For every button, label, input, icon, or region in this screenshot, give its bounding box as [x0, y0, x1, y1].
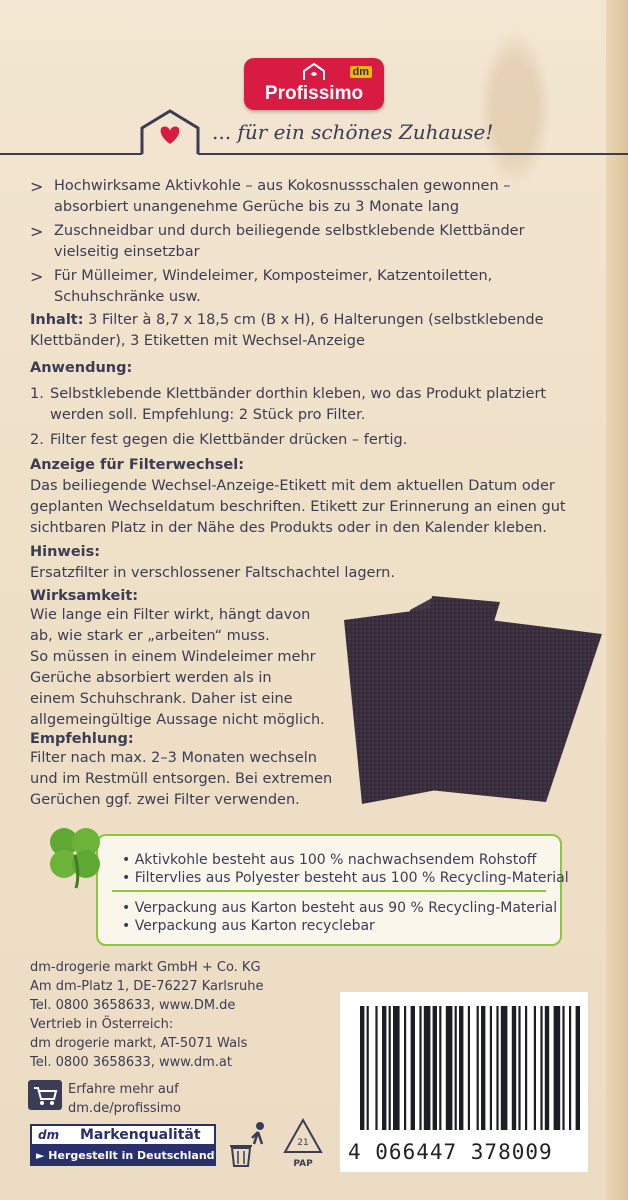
recommendation-heading: Empfehlung:: [30, 731, 134, 747]
contents-line: Inhalt: 3 Filter à 8,7 x 18,5 cm (B x H), 6 Halterungen (selbstklebende Klettbänder), 3 Etiketten mit Wechsel-Anzeige: [30, 312, 544, 349]
barcode-bar: [455, 1006, 457, 1130]
barcode-bar: [424, 1006, 431, 1130]
note-text: Ersatzfilter in verschlossener Faltschachtel lagern.: [30, 565, 395, 581]
recycling-symbol-icon: [280, 1116, 326, 1172]
barcode-bar: [518, 1006, 520, 1130]
austria-address: Vertrieb in Österreich: dm drogerie markt, AT-5071 Wals Tel. 0800 3658633, www.dm.at: [30, 1017, 248, 1070]
header-divider: [0, 152, 628, 156]
barcode-bar: [419, 1006, 421, 1130]
chevron-right-icon: >: [30, 267, 44, 286]
markenqualitaet-badge: [30, 1124, 216, 1168]
feature-item: > Zuschneidbar und durch beiliegende selbstklebende Klettbänder vielseitig einsetzbar: [30, 222, 525, 260]
note-heading: Hinweis:: [30, 544, 101, 560]
recommendation-text: Filter nach max. 2–3 Monaten wechseln und im Restmüll entsorgen. Bei extremen Gerüchen ggf. zwei Filter verwenden.: [30, 750, 333, 808]
barcode-bar: [569, 1006, 571, 1130]
barcode-bar: [562, 1006, 564, 1130]
effectiveness-heading: Wirksamkeit:: [30, 588, 139, 604]
barcode-bar: [433, 1006, 437, 1130]
recycle-material: PAP: [293, 1159, 313, 1169]
eco-item: • Filtervlies aus Polyester besteht aus 100 % Recycling-Material: [122, 870, 569, 886]
profissimo-logo: [244, 58, 384, 110]
barcode-bar: [404, 1006, 406, 1130]
barcode-bar: [446, 1006, 453, 1130]
barcode-bar: [382, 1006, 386, 1130]
barcode-bar: [576, 1006, 580, 1130]
usage-heading: Anwendung:: [30, 360, 133, 376]
dm-logo: dm: [38, 1128, 60, 1142]
barcode-bar: [496, 1006, 498, 1130]
made-in-germany-label: ► Hergestellt in Deutschland: [30, 1146, 216, 1166]
carbon-filter-pads-image: [340, 590, 606, 805]
barcode-bar: [540, 1006, 542, 1130]
chevron-right-icon: >: [30, 177, 44, 196]
usage-step: 2. Filter fest gegen die Klettbänder drücken – fertig.: [30, 432, 408, 448]
barcode-bar: [477, 1006, 479, 1130]
barcode-bar: [554, 1006, 561, 1130]
wood-background-edge: [606, 0, 628, 1200]
trash-bin-icon: [228, 1120, 270, 1168]
barcode-bar: [375, 1006, 377, 1130]
barcode-bar: [411, 1006, 415, 1130]
barcode-number: 4 066447 378009: [348, 1140, 553, 1164]
clover-icon: [40, 820, 110, 890]
barcode-bar: [545, 1006, 549, 1130]
shopping-cart-icon: [28, 1080, 62, 1110]
eco-item: • Verpackung aus Karton recyclebar: [122, 918, 375, 934]
barcode-bar: [501, 1006, 508, 1130]
barcode-bar: [360, 1006, 364, 1130]
barcode-bar: [534, 1006, 536, 1130]
logo-text: Profissimo: [264, 83, 364, 104]
heart-house-icon: [134, 108, 206, 160]
effectiveness-text: Wie lange ein Filter wirkt, hängt davon ab, wie stark er „arbeiten“ muss. So müssen in einem Windeleimer mehr Gerüche absorbiert werden als in einem Schuhschrank. Daher ist eine allgemeingültige Aussage nicht möglich.: [30, 607, 325, 728]
chevron-right-icon: >: [30, 222, 44, 241]
indicator-text: Das beiliegende Wechsel-Anzeige-Etikett mit dem aktuellen Datum oder geplanten Wechseldatum beschriften. Etikett zur Erinnerung an einen gut sichtbaren Platz in der Nähe des Produkts oder in den Kalender kleben.: [30, 478, 566, 536]
eco-item: • Aktivkohle besteht aus 100 % nachwachsendem Rohstoff: [122, 852, 537, 868]
barcode-bars: [340, 992, 588, 1134]
logo-dm-badge: dm: [350, 66, 373, 78]
barcode-bar: [367, 1006, 369, 1130]
barcode-bar: [459, 1006, 463, 1130]
barcode-bar: [393, 1006, 400, 1130]
eco-divider: [112, 890, 546, 892]
barcode-bar: [525, 1006, 527, 1130]
barcode-bar: [490, 1006, 492, 1130]
more-info-text: Erfahre mehr auf dm.de/profissimo: [68, 1082, 181, 1116]
company-address: dm-drogerie markt GmbH + Co. KG Am dm-Platz 1, DE-76227 Karlsruhe Tel. 0800 3658633, www.DM.de: [30, 960, 264, 1013]
feature-item: > Hochwirksame Aktivkohle – aus Kokosnussschalen gewonnen – absorbiert unangenehme Gerüche bis zu 3 Monate lang: [30, 177, 511, 215]
logo-house-icon: [302, 62, 338, 82]
sustainability-box: [96, 834, 569, 946]
indicator-heading: Anzeige für Filterwechsel:: [30, 457, 245, 473]
barcode-bar: [439, 1006, 441, 1130]
quality-label: Markenqualität: [80, 1127, 201, 1143]
barcode-bar: [389, 1006, 391, 1130]
eco-item: • Verpackung aus Karton besteht aus 90 % Recycling-Material: [122, 900, 558, 916]
tagline: ... für ein schönes Zuhause!: [212, 120, 494, 144]
recycle-number: 21: [297, 1138, 309, 1148]
barcode-bar: [512, 1006, 516, 1130]
barcode-bar: [481, 1006, 485, 1130]
barcode-bar: [468, 1006, 470, 1130]
feature-item: > Für Mülleimer, Windeleimer, Komposteimer, Katzentoiletten, Schuhschränke usw.: [30, 267, 493, 305]
usage-step: 1. Selbstklebende Klettbänder dorthin kleben, wo das Produkt platziert werden soll. Empfehlung: 2 Stück pro Filter.: [30, 386, 547, 423]
